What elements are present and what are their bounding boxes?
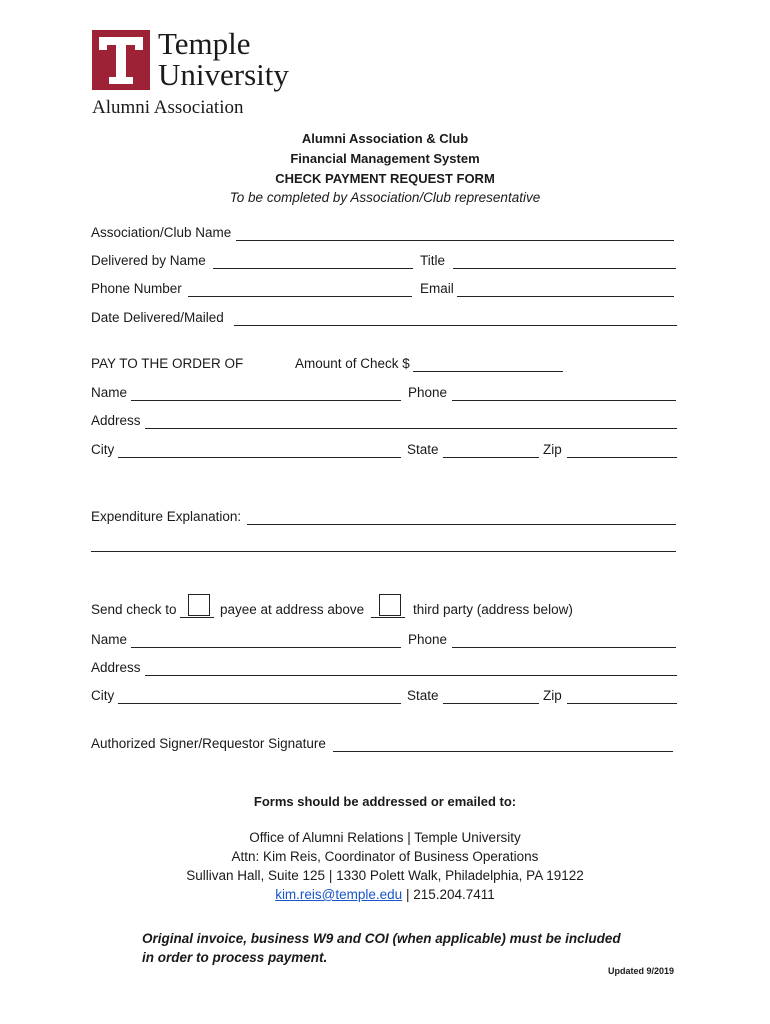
association-name-label: Association/Club Name (91, 225, 232, 240)
third-party-checkbox[interactable] (379, 594, 401, 616)
title-field[interactable] (453, 268, 676, 269)
payee-address-label: Address (91, 413, 141, 428)
temple-t-logo-icon (92, 30, 150, 90)
contact-office: Office of Alumni Relations | Temple University (249, 830, 521, 845)
third-party-phone-label: Phone (408, 632, 448, 647)
updated-date: Updated 9/2019 (607, 966, 674, 976)
option-payee-label: payee at address above (220, 602, 365, 617)
logo-wordmark (158, 28, 289, 90)
payee-city-field[interactable] (118, 457, 401, 458)
email-label: Email (420, 281, 454, 296)
payee-address-field[interactable] (145, 428, 677, 429)
header-line2: Financial Management System (290, 151, 480, 166)
payee-state-label: State (407, 442, 439, 457)
phone-number-field[interactable] (188, 296, 412, 297)
payee-state-field[interactable] (443, 457, 539, 458)
note-line1: Original invoice, business W9 and COI (when applicable) must be included (142, 931, 621, 946)
payee-checkbox[interactable] (188, 594, 210, 616)
logo-name-line2: University (158, 57, 289, 92)
date-delivered-label: Date Delivered/Mailed (91, 310, 224, 325)
expenditure-field[interactable] (247, 524, 676, 525)
third-party-checkbox-underline (371, 617, 405, 618)
signature-field[interactable] (333, 751, 673, 752)
contact-phone: | 215.204.7411 (405, 887, 495, 902)
payee-checkbox-underline (180, 617, 214, 618)
logo-subtitle: Alumni Association (92, 97, 244, 118)
third-party-city-field[interactable] (118, 703, 401, 704)
third-party-city-label: City (91, 688, 115, 703)
title-label: Title (420, 253, 446, 268)
third-party-address-field[interactable] (145, 675, 677, 676)
contact-address: Sullivan Hall, Suite 125 | 1330 Polett Walk, Philadelphia, PA 19122 (186, 868, 584, 883)
third-party-state-field[interactable] (443, 703, 539, 704)
send-check-label: Send check to (91, 602, 177, 617)
payee-name-label: Name (91, 385, 128, 400)
third-party-zip-field[interactable] (567, 703, 677, 704)
payee-name-field[interactable] (131, 400, 401, 401)
delivered-by-label: Delivered by Name (91, 253, 206, 268)
note-line2: in order to process payment. (142, 950, 328, 965)
pay-to-label: PAY TO THE ORDER OF (91, 356, 244, 371)
third-party-phone-field[interactable] (452, 647, 676, 648)
payee-city-label: City (91, 442, 115, 457)
payee-zip-label: Zip (543, 442, 562, 457)
logo-name-line1: Temple (158, 26, 251, 61)
expenditure-field-line2[interactable] (91, 551, 676, 552)
contact-attn: Attn: Kim Reis, Coordinator of Business Operations (231, 849, 539, 864)
third-party-name-label: Name (91, 632, 128, 647)
signature-label: Authorized Signer/Requestor Signature (91, 736, 326, 751)
association-name-field[interactable] (236, 240, 674, 241)
contact-heading: Forms should be addressed or emailed to: (253, 794, 517, 809)
delivered-by-field[interactable] (213, 268, 413, 269)
form-instruction: To be completed by Association/Club representative (229, 190, 541, 205)
third-party-name-field[interactable] (131, 647, 401, 648)
form-title: CHECK PAYMENT REQUEST FORM (275, 171, 495, 186)
payee-phone-field[interactable] (452, 400, 676, 401)
third-party-address-label: Address (91, 660, 141, 675)
date-delivered-field[interactable] (234, 325, 677, 326)
option-third-party-label: third party (address below) (413, 602, 573, 617)
payee-phone-label: Phone (408, 385, 448, 400)
phone-number-label: Phone Number (91, 281, 182, 296)
expenditure-label: Expenditure Explanation: (91, 509, 242, 524)
amount-field[interactable] (413, 371, 563, 372)
third-party-state-label: State (407, 688, 439, 703)
payee-zip-field[interactable] (567, 457, 677, 458)
email-field[interactable] (457, 296, 674, 297)
contact-email-phone (0, 887, 770, 902)
amount-label: Amount of Check $ (295, 356, 410, 371)
header-line1: Alumni Association & Club (301, 131, 469, 146)
contact-email-link[interactable]: kim.reis@temple.edu (275, 887, 403, 902)
third-party-zip-label: Zip (543, 688, 562, 703)
